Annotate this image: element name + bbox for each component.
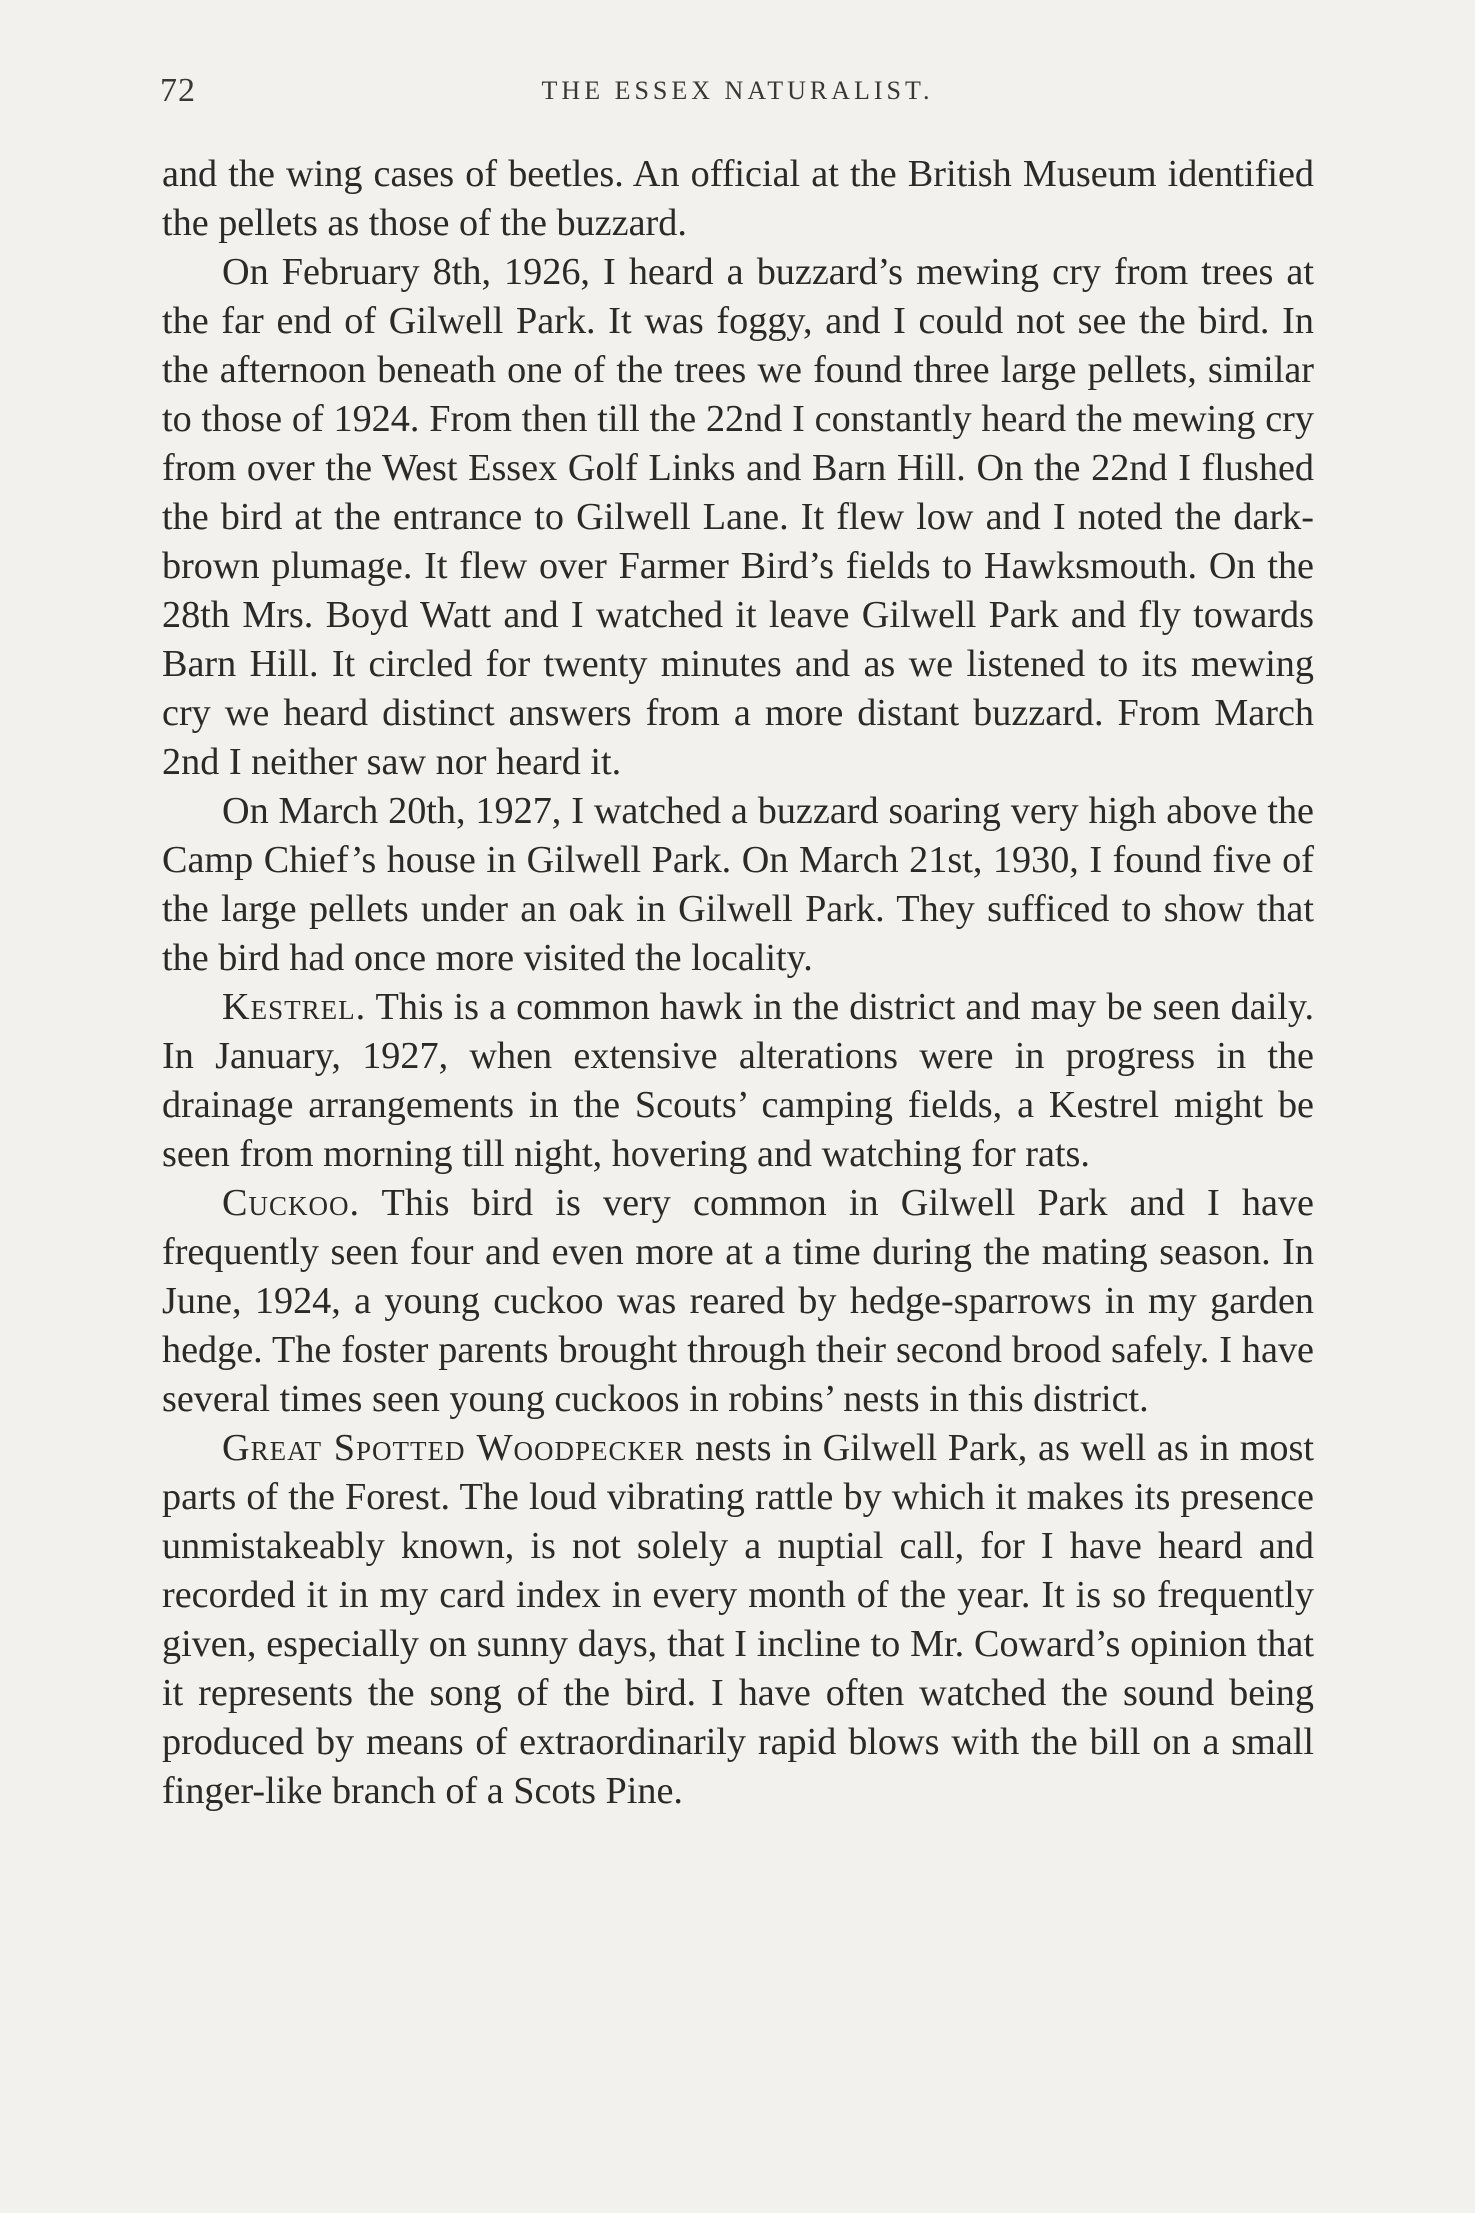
paragraph-buzzard-1926 [162,248,1314,787]
species-heading: Great Spotted Woodpecker [222,1427,685,1469]
running-head [160,72,1315,120]
body-text [162,150,1314,1816]
page-number: 72 [160,72,196,109]
paragraph-text: This is a common hawk in the district and may be seen daily. In January, 1927, when extensive alterations were in progress in the drainage arrangements in the Scouts’ camping fields, a Kestrel might be seen from morning till night, hovering and watching for rats. [162,986,1314,1175]
paragraph-text: On February 8th, 1926, I heard a buzzard’s mewing cry from trees at the far end of Gilwell Park. It was foggy, and I could not see the bird. In the afternoon beneath one of the trees we found three large pellets, similar to those of 1924. From then till the 22nd I constantly heard the mewing cry from over the West Essex Golf Links and Barn Hill. On the 22nd I flushed the bird at the entrance to Gilwell Lane. It flew low and I noted the dark-brown plumage. It flew over Farmer Bird’s fields to Hawksmouth. On the 28th Mrs. Boyd Watt and I watched it leave Gilwell Park and fly towards Barn Hill. It circled for twenty minutes and as we listened to its mewing cry we heard distinct answers from a more distant buzzard. From March 2nd I neither saw nor heard it. [162,251,1314,783]
paragraph-buzzard-1927 [162,787,1314,983]
paragraph-text: nests in Gilwell Park, as well as in most parts of the Forest. The loud vibrating rattle by which it makes its presence unmistakeably known, is not solely a nuptial call, for I have heard and recorded it in my card index in every month of the year. It is so frequently given, especially on sunny days, that I incline to Mr. Coward’s opinion that it represents the song of the bird. I have often watched the sound being produced by means of extraordinarily rapid blows with the bill on a small finger-like branch of a Scots Pine. [162,1427,1314,1812]
paragraph-woodpecker [162,1424,1314,1816]
species-heading: Kestrel. [222,986,367,1028]
paragraph-text: This bird is very common in Gilwell Park and I have frequently seen four and even more at a time during the mating season. In June, 1924, a young cuckoo was reared by hedge-sparrows in my garden hedge. The foster parents brought through their second brood safely. I have several times seen young cuckoos in robins’ nests in this district. [162,1182,1315,1420]
journal-title: THE ESSEX NATURALIST. [541,76,934,105]
species-heading: Cuckoo. [222,1182,361,1224]
paragraph-text: On March 20th, 1927, I watched a buzzard soaring very high above the Camp Chief’s house in Gilwell Park. On March 21st, 1930, I found five of the large pellets under an oak in Gilwell Park. They sufficed to show that the bird had once more visited the locality. [162,790,1314,979]
paragraph-cuckoo [162,1179,1314,1424]
paragraph-kestrel [162,983,1314,1179]
paragraph-text: and the wing cases of beetles. An official at the British Museum identified the pellets as those of the buzzard. [162,153,1314,244]
paragraph-continuation [162,150,1314,248]
